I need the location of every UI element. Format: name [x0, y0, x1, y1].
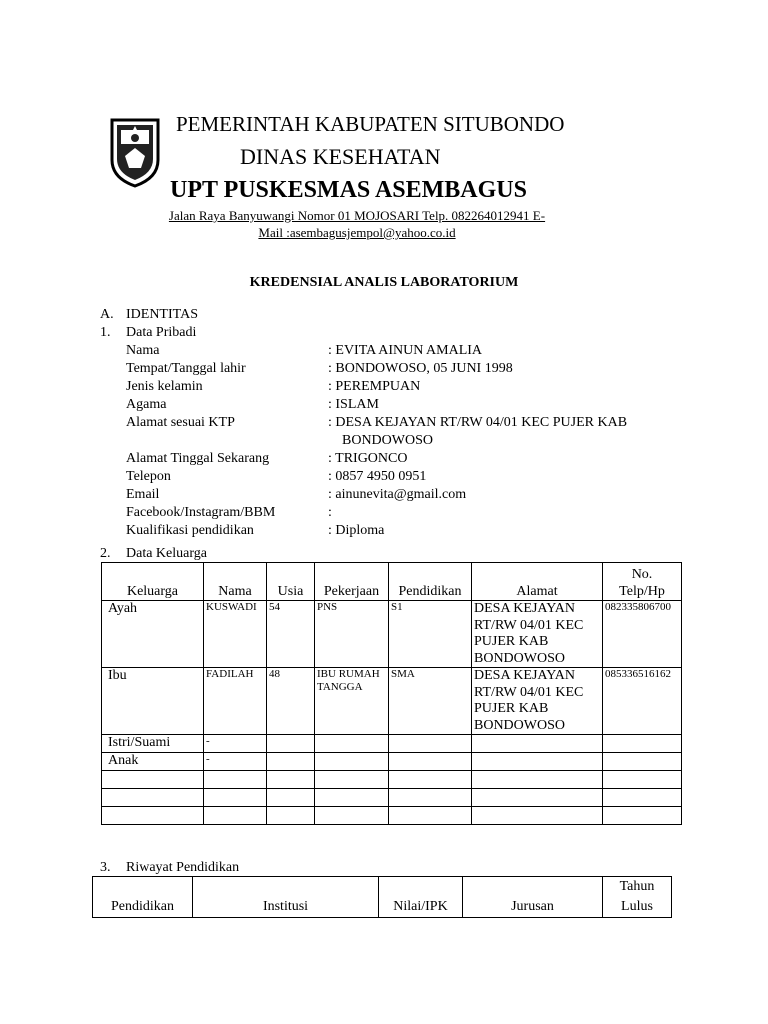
cell-address-line: DESA KEJAYAN — [474, 601, 576, 616]
address-line-2: Mail :asembagusjempol@yahoo.co.id — [258, 225, 456, 240]
header-usia: Usia — [267, 563, 315, 601]
table-row-istri — [102, 735, 682, 753]
table-row-empty — [102, 789, 682, 807]
cell-job — [315, 668, 389, 735]
section-3-number: 3. — [100, 860, 111, 875]
section-2-number: 2. — [100, 546, 111, 561]
cell-job — [315, 601, 389, 668]
cell-name: - — [204, 753, 267, 771]
header-nilai: Nilai/IPK — [379, 877, 463, 918]
cell-address-line: RT/RW 04/01 KEC — [474, 617, 584, 633]
cell-age: 54 — [267, 601, 315, 668]
table-row-anak — [102, 753, 682, 771]
document-title: KREDENSIAL ANALIS LABORATORIUM — [249, 275, 519, 290]
family-table-header — [102, 563, 682, 601]
value-jenis-kelamin: : PEREMPUAN — [328, 379, 421, 394]
label-agama: Agama — [126, 397, 167, 412]
section-1-label: Data Pribadi — [126, 325, 197, 340]
value-telepon: : 0857 4950 0951 — [328, 469, 427, 484]
cell-phone: 082335806700 — [603, 601, 682, 668]
cell-education: SMA — [389, 668, 472, 735]
label-kualifikasi: Kualifikasi pendidikan — [126, 523, 254, 538]
cell-relation: Ibu — [102, 668, 204, 735]
kabupaten-logo-icon — [108, 116, 162, 188]
cell-address-line: BONDOWOSO — [474, 650, 565, 666]
header-jurusan: Jurusan — [463, 877, 603, 918]
header-telp-line1: No. — [631, 567, 653, 582]
label-telepon: Telepon — [126, 469, 171, 484]
header-telp — [603, 563, 682, 601]
label-alamat-sekarang: Alamat Tinggal Sekarang — [126, 451, 270, 466]
label-nama: Nama — [126, 343, 160, 358]
value-sosmed: : — [328, 505, 332, 520]
cell-address-line: RT/RW 04/01 KEC — [474, 684, 584, 700]
header-pendidikan: Pendidikan — [93, 877, 193, 918]
address-line-1: Jalan Raya Banyuwangi Nomor 01 MOJOSARI Telp. 082264012941 E- — [168, 208, 546, 223]
table-row-ibu — [102, 668, 682, 735]
value-agama: : ISLAM — [328, 397, 379, 412]
label-sosmed: Facebook/Instagram/BBM — [126, 505, 276, 520]
cell-name: - — [204, 735, 267, 753]
label-email: Email — [126, 487, 160, 502]
section-a-number: A. — [100, 307, 114, 322]
header-telp-line2: Telp/Hp — [619, 583, 665, 599]
value-alamat-ktp: : DESA KEJAYAN RT/RW 04/01 KEC PUJER KAB — [328, 415, 628, 430]
cell-relation: Ayah — [102, 601, 204, 668]
table-row-ayah — [102, 601, 682, 668]
education-table-header — [93, 877, 672, 918]
table-row-empty — [102, 771, 682, 789]
cell-job-line1: PNS — [317, 601, 338, 613]
table-row-empty — [102, 807, 682, 825]
header-pekerjaan: Pekerjaan — [315, 563, 389, 601]
gov-name: PEMERINTAH KABUPATEN SITUBONDO — [176, 112, 565, 136]
cell-relation: Istri/Suami — [102, 735, 204, 753]
cell-job-line2: TANGGA — [317, 681, 363, 693]
label-jenis-kelamin: Jenis kelamin — [126, 379, 203, 394]
section-1-number: 1. — [100, 325, 111, 340]
education-table — [92, 876, 672, 918]
section-a-label: IDENTITAS — [126, 307, 198, 322]
cell-address-line: DESA KEJAYAN — [474, 668, 576, 683]
section-2-label: Data Keluarga — [126, 546, 207, 561]
value-kualifikasi: : Diploma — [328, 523, 385, 538]
header-lulus: Lulus — [621, 899, 653, 914]
cell-address-line: BONDOWOSO — [474, 717, 565, 733]
header-keluarga: Keluarga — [102, 563, 204, 601]
header-institusi: Institusi — [193, 877, 379, 918]
cell-age: 48 — [267, 668, 315, 735]
label-ttl: Tempat/Tanggal lahir — [126, 361, 246, 376]
family-table — [101, 562, 682, 825]
cell-relation: Anak — [102, 753, 204, 771]
label-alamat-ktp: Alamat sesuai KTP — [126, 415, 235, 430]
cell-name: FADILAH — [204, 668, 267, 735]
section-3-label: Riwayat Pendidikan — [126, 860, 240, 875]
cell-address-line: PUJER KAB — [474, 634, 549, 649]
dept-name: DINAS KESEHATAN — [240, 144, 441, 169]
value-alamat-sekarang: : TRIGONCO — [328, 451, 408, 466]
cell-name: KUSWADI — [204, 601, 267, 668]
value-email: : ainunevita@gmail.com — [328, 487, 467, 502]
value-ttl: : BONDOWOSO, 05 JUNI 1998 — [328, 361, 513, 376]
value-alamat-ktp-cont: BONDOWOSO — [342, 433, 433, 448]
header-tahun: Tahun — [619, 879, 655, 894]
cell-education: S1 — [389, 601, 472, 668]
cell-address — [472, 668, 603, 735]
header-alamat: Alamat — [472, 563, 603, 601]
value-nama: : EVITA AINUN AMALIA — [328, 343, 483, 358]
org-name: UPT PUSKESMAS ASEMBAGUS — [170, 177, 527, 203]
header-tahun-lulus — [603, 877, 672, 918]
cell-phone: 085336516162 — [603, 668, 682, 735]
cell-job-line1: IBU RUMAH — [317, 668, 380, 680]
header-pendidikan: Pendidikan — [389, 563, 472, 601]
cell-address — [472, 601, 603, 668]
cell-address-line: PUJER KAB — [474, 701, 549, 716]
header-nama: Nama — [204, 563, 267, 601]
